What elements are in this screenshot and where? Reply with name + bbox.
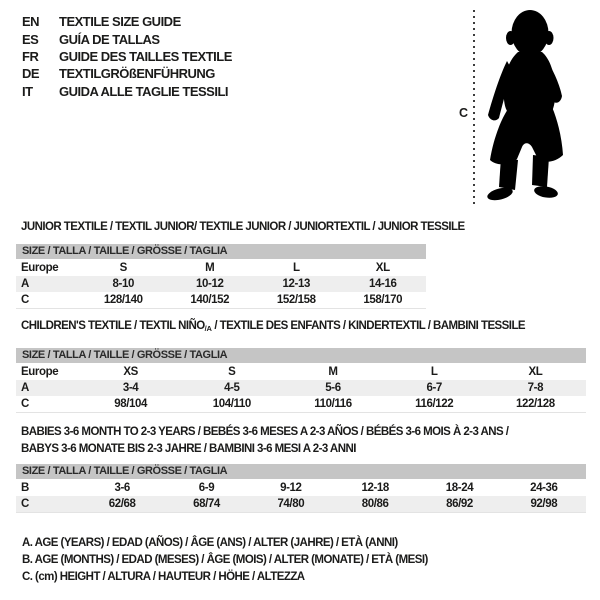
language-code: IT bbox=[22, 83, 33, 99]
language-row-it bbox=[22, 83, 232, 100]
value-cell: 110/116 bbox=[314, 398, 352, 410]
table-row-europe bbox=[16, 260, 426, 276]
language-code: EN bbox=[22, 14, 40, 30]
babies-size-table bbox=[16, 464, 586, 513]
size-cell: XS bbox=[123, 366, 138, 378]
figure-height-label: C bbox=[459, 106, 469, 120]
table-row-height bbox=[16, 292, 426, 308]
guide-title-es: GUÍA DE TALLAS bbox=[59, 31, 160, 47]
row-label: C bbox=[21, 398, 29, 410]
language-code: ES bbox=[22, 31, 39, 47]
language-row-en bbox=[22, 13, 232, 30]
table-row-age bbox=[16, 276, 426, 292]
language-title-list bbox=[22, 13, 232, 100]
size-cell: S bbox=[119, 262, 127, 274]
language-row-es bbox=[22, 30, 232, 47]
table-row-months bbox=[16, 480, 586, 496]
size-header-bar: SIZE / TALLA / TAILLE / GRÖSSE / TAGLIA bbox=[16, 464, 586, 479]
babies-title-line-1: BABIES 3-6 MONTH TO 2-3 YEARS / BEBÉS 3-6 MESES A 2-3 AÑOS / BÉBÉS 3-6 MOIS À 2-3 ANS / bbox=[21, 425, 509, 438]
children-section-title bbox=[21, 320, 525, 333]
value-cell: 104/110 bbox=[212, 398, 251, 410]
row-label: A bbox=[21, 278, 29, 290]
table-row-europe bbox=[16, 364, 586, 380]
value-cell: 5-6 bbox=[325, 382, 341, 394]
value-cell: 12-18 bbox=[361, 482, 389, 494]
height-dotted-line bbox=[473, 10, 475, 207]
value-cell: 152/158 bbox=[276, 294, 316, 306]
row-label: C bbox=[21, 294, 29, 306]
value-cell: 98/104 bbox=[114, 398, 147, 410]
value-cell: 116/122 bbox=[415, 398, 454, 410]
value-cell: 18-24 bbox=[445, 482, 474, 494]
value-cell: 14-16 bbox=[369, 278, 397, 290]
value-cell: 6-9 bbox=[198, 482, 215, 494]
value-cell: 12-13 bbox=[282, 278, 310, 290]
table-row-height bbox=[16, 396, 586, 412]
children-title-subscript: /A bbox=[204, 324, 212, 333]
junior-section-title: JUNIOR TEXTILE / TEXTIL JUNIOR/ TEXTILE JUNIOR / JUNIORTEXTIL / JUNIOR TESSILE bbox=[21, 221, 465, 233]
value-cell: 158/170 bbox=[363, 294, 403, 306]
children-title-pre: CHILDREN'S TEXTILE / TEXTIL NIÑO bbox=[21, 320, 205, 332]
value-cell: 8-10 bbox=[112, 278, 134, 290]
value-cell: 86/92 bbox=[446, 498, 473, 510]
guide-title-de: TEXTILGRÖßENFÜHRUNG bbox=[59, 66, 215, 82]
language-row-fr bbox=[22, 48, 232, 65]
value-cell: 9-12 bbox=[280, 482, 302, 494]
language-code: FR bbox=[22, 48, 39, 64]
guide-title-it: GUIDA ALLE TAGLIE TESSILI bbox=[59, 83, 229, 99]
value-cell: 122/128 bbox=[516, 398, 555, 410]
guide-title-fr: GUIDE DES TAILLES TEXTILE bbox=[59, 48, 232, 64]
footnote-age-months: B. AGE (MONTHS) / EDAD (MESES) / ÂGE (MOIS) / ALTER (MONATE) / ETÀ (MESI) bbox=[22, 553, 428, 566]
row-label: Europe bbox=[21, 366, 59, 378]
value-cell: 128/140 bbox=[103, 294, 143, 306]
babies-section-title bbox=[21, 423, 508, 457]
value-cell: 140/152 bbox=[190, 294, 230, 306]
value-cell: 3-4 bbox=[122, 382, 139, 394]
size-cell: XL bbox=[375, 262, 390, 274]
size-cell: M bbox=[328, 366, 338, 378]
value-cell: 24-36 bbox=[530, 482, 558, 494]
language-row-de bbox=[22, 65, 232, 82]
footnote-age-years: A. AGE (YEARS) / EDAD (AÑOS) / ÂGE (ANS) / ALTER (JAHRE) / ETÀ (ANNI) bbox=[22, 536, 398, 549]
size-cell: L bbox=[430, 366, 438, 378]
value-cell: 74/80 bbox=[277, 498, 305, 510]
legend-footnotes bbox=[22, 534, 428, 585]
table-row-age bbox=[16, 380, 586, 396]
value-cell: 4-5 bbox=[224, 382, 240, 394]
row-label: C bbox=[21, 498, 29, 510]
table-row-height bbox=[16, 496, 586, 512]
footnote-height-cm: C. (cm) HEIGHT / ALTURA / HAUTEUR / HÖHE / ALTEZZA bbox=[22, 570, 305, 583]
children-title-post: / TEXTILE DES ENFANTS / KINDERTEXTIL / BAMBINI TESSILE bbox=[211, 320, 526, 332]
row-label: Europe bbox=[21, 262, 59, 274]
value-cell: 10-12 bbox=[196, 278, 224, 290]
row-label: B bbox=[21, 482, 29, 494]
row-label: A bbox=[21, 382, 29, 394]
value-cell: 3-6 bbox=[114, 482, 130, 494]
guide-title-en: TEXTILE SIZE GUIDE bbox=[59, 14, 181, 30]
size-cell: L bbox=[292, 262, 300, 274]
babies-title-line-2: BABYS 3-6 MONATE BIS 2-3 JAHRE / BAMBINI 3-6 MESI A 2-3 ANNI bbox=[21, 442, 356, 455]
size-cell: XL bbox=[528, 366, 543, 378]
toddler-silhouette-icon bbox=[481, 8, 567, 204]
size-header-bar: SIZE / TALLA / TAILLE / GRÖSSE / TAGLIA bbox=[16, 244, 426, 259]
value-cell: 92/98 bbox=[530, 498, 558, 510]
size-cell: S bbox=[228, 366, 236, 378]
size-header-bar: SIZE / TALLA / TAILLE / GRÖSSE / TAGLIA bbox=[16, 348, 586, 363]
value-cell: 68/74 bbox=[193, 498, 220, 510]
value-cell: 80/86 bbox=[361, 498, 389, 510]
children-size-table bbox=[16, 348, 586, 413]
value-cell: 62/68 bbox=[108, 498, 136, 510]
junior-size-table bbox=[16, 244, 426, 309]
value-cell: 7-8 bbox=[527, 382, 544, 394]
value-cell: 6-7 bbox=[426, 382, 442, 394]
size-cell: M bbox=[205, 262, 215, 274]
language-code: DE bbox=[22, 66, 40, 82]
